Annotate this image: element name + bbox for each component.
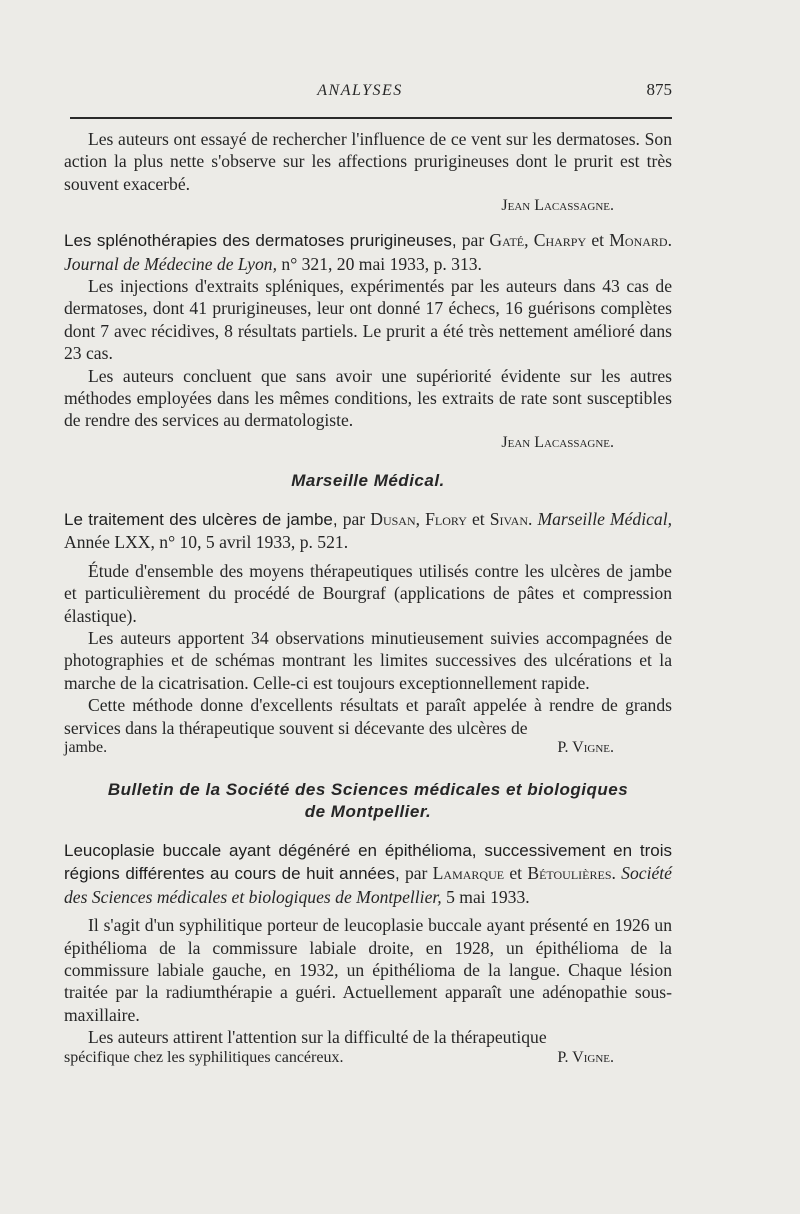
- signature: P. Vigne.: [557, 738, 614, 756]
- journal-name: Société des Sciences médicales et biologiques de Montpellier,: [64, 863, 672, 907]
- signature: P. Vigne.: [557, 1048, 614, 1066]
- article-reference: Leucoplasie buccale ayant dégénéré en épithélioma, successivement en trois régions différentes au cours de huit années, par Lamarque et Bétoulières. Société des Sciences médicales et biologiques de Montpellier, 5 mai 1933.: [64, 840, 672, 907]
- page-content: [64, 128, 672, 1067]
- article-paragraph: Les auteurs attirent l'attention sur la difficulté de la thérapeutique: [88, 1027, 547, 1048]
- intro-paragraph: Les auteurs ont essayé de rechercher l'influence de ce vent sur les dermatoses. Son action la plus nette s'observe sur les affections prurigineuses dont le prurit est très souvent exacerbé.: [64, 129, 672, 194]
- paragraph-end-line: jambe. P. Vigne.: [64, 738, 614, 756]
- signature: Jean Lacassagne.: [501, 197, 614, 215]
- article-reference: Le traitement des ulcères de jambe, par Dusan, Flory et Sivan. Marseille Médical, Année LXX, n° 10, 5 avril 1933, p. 521.: [64, 508, 673, 553]
- article-title: Le traitement des ulcères de jambe,: [64, 509, 338, 529]
- article-paragraph: Il s'agit d'un syphilitique porteur de leucoplasie buccale ayant présenté en 1926 un épithélioma de la commissure labiale droite, en 1928, un épithélioma de la commissure labiale gauche, en 1932, un épithélioma de la langue. Chaque lésion traitée par la radiumthérapie a guéri. Actuellement apparaît une adénopathie sous-maxillaire.: [64, 915, 672, 1025]
- section-heading: Bulletin de la Société des Sciences médicales et biologiques de Montpellier.: [107, 779, 629, 821]
- article-paragraph: Les auteurs apportent 34 observations minutieusement suivies accompagnées de photographies et de schémas montrant les limites successives des ulcérations et la marche de la cicatrisation. Celle-ci est toujours exceptionnellement rapide.: [64, 627, 672, 693]
- article-paragraph: Étude d'ensemble des moyens thérapeutiques utilisés contre les ulcères de jambe et particulièrement du procédé de Bourgraf (applications de pâtes et compression élastique).: [64, 560, 672, 626]
- page-number: 875: [646, 80, 672, 99]
- article-paragraph: Cette méthode donne d'excellents résultats et paraît appelée à rendre de grands services dans la thérapeutique souvent si décevante des ulcères de: [64, 695, 672, 738]
- journal-name: Marseille Médical,: [537, 508, 673, 529]
- running-header: ANALYSES: [317, 82, 403, 99]
- article-title: Leucoplasie buccale ayant dégénéré en épithélioma, successivement en trois régions différentes au cours de huit années,: [64, 840, 672, 884]
- article-paragraph: Les auteurs concluent que sans avoir une supériorité évidente sur les autres méthodes employées dans les mêmes conditions, les extraits de rate sont susceptibles de rendre des services au dermatologiste.: [64, 365, 672, 431]
- section-heading: Marseille Médical.: [291, 470, 445, 490]
- paragraph-end-line: spécifique chez les syphilitiques cancéreux. P. Vigne.: [64, 1048, 614, 1066]
- article-title: Les splénothérapies des dermatoses prurigineuses,: [64, 231, 457, 251]
- article-paragraph: Les injections d'extraits spléniques, expérimentés par les auteurs dans 43 cas de dermatoses, dont 41 prurigineuses, leur ont donné 17 échecs, 16 guérisons complètes dont 7 avec récidives, 8 résultats partiels. Le prurit a été très nettement amélioré dans 23 cas.: [64, 276, 672, 364]
- journal-name: Journal de Médecine de Lyon,: [64, 253, 277, 274]
- signature: Jean Lacassagne.: [501, 433, 614, 451]
- article-reference: Les splénothérapies des dermatoses prurigineuses, par Gaté, Charpy et Monard. Journal de Médecine de Lyon, n° 321, 20 mai 1933, p. 313.: [64, 230, 672, 274]
- header-rule: [70, 117, 672, 119]
